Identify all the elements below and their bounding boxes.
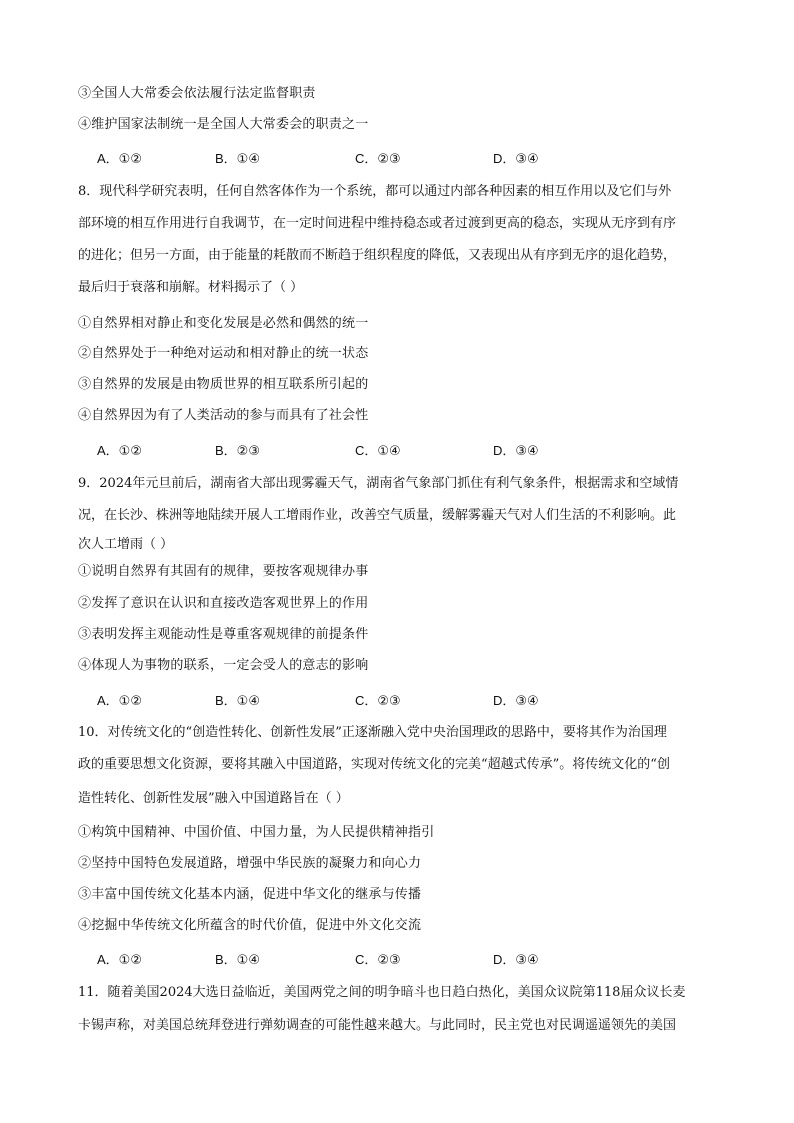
q8-option-b[interactable]: B．②③: [215, 443, 260, 458]
q8-option-c[interactable]: C．①④: [355, 443, 401, 458]
q10-options: [0, 949, 794, 965]
q8-item-1: ①自然界相对静止和变化发展是必然和偶然的统一: [78, 316, 369, 331]
q9-option-c[interactable]: C．②③: [355, 693, 401, 708]
q8-option-a[interactable]: A．①②: [97, 443, 142, 458]
q8-options: [0, 440, 794, 456]
q9-item-3: ③表明发挥主观能动性是尊重客观规律的前提条件: [78, 627, 369, 642]
q9-stem-line: 9．2024年元旦前后，湖南省大部出现雾霾天气，湖南省气象部门抓住有利气象条件，根据需求和空域情: [78, 476, 679, 491]
q11-stem-line: 卡锡声称，对美国总统拜登进行弹劾调查的可能性越来越大。与此同时，民主党也对民调遥遥领先的美国: [78, 1018, 677, 1033]
q10-option-c[interactable]: C．②③: [355, 952, 401, 967]
q9-item-1: ①说明自然界有其固有的规律，要按客观规律办事: [78, 564, 369, 579]
q7-options: [0, 148, 794, 164]
q7-option-b[interactable]: B．①④: [215, 151, 260, 166]
q7-option-a[interactable]: A．①②: [97, 151, 142, 166]
q10-stem-line: 政的重要思想文化资源，要将其融入中国道路，实现对传统文化的完美“超越式传承”。将传统文化的“创: [78, 757, 670, 772]
q9-item-2: ②发挥了意识在认识和直接改造客观世界上的作用: [78, 596, 369, 611]
q9-stem-line: 次人工增雨（ ）: [78, 537, 174, 552]
q8-stem-line: 8．现代科学研究表明，任何自然客体作为一个系统，都可以通过内部各种因素的相互作用以及它们与外: [78, 184, 672, 199]
q10-item-2: ②坚持中国特色发展道路，增强中华民族的凝聚力和向心力: [78, 856, 422, 871]
q8-item-4: ④自然界因为有了人类活动的参与而具有了社会性: [78, 408, 369, 423]
q9-stem-line: 况，在长沙、株洲等地陆续开展人工增雨作业，改善空气质量，缓解雾霾天气对人们生活的不利影响。此: [78, 508, 677, 523]
q7-option-c[interactable]: C．②③: [355, 151, 401, 166]
q8-stem-line: 部环境的相互作用进行自我调节，在一定时间进程中维持稳态或者过渡到更高的稳态，实现从无序到有序: [78, 216, 677, 231]
q10-stem-line: 10．对传统文化的“创造性转化、创新性发展”正逐渐融入党中央治国理政的思路中，要将其作为治国理: [78, 725, 667, 740]
q8-item-3: ③自然界的发展是由物质世界的相互联系所引起的: [78, 377, 369, 392]
q9-option-b[interactable]: B．①④: [215, 693, 260, 708]
q7-item-3: ③全国人大常委会依法履行法定监督职责: [78, 86, 316, 101]
q10-item-3: ③丰富中国传统文化基本内涵，促进中华文化的继承与传播: [78, 887, 422, 902]
q9-option-d[interactable]: D．③④: [493, 693, 539, 708]
q9-options: [0, 690, 794, 706]
q10-option-b[interactable]: B．①④: [215, 952, 260, 967]
q8-item-2: ②自然界处于一种绝对运动和相对静止的统一状态: [78, 346, 369, 361]
q10-item-1: ①构筑中国精神、中国价值、中国力量，为人民提供精神指引: [78, 825, 435, 840]
q8-option-d[interactable]: D．③④: [493, 443, 539, 458]
q10-option-d[interactable]: D．③④: [493, 952, 539, 967]
q10-item-4: ④挖掘中华传统文化所蕴含的时代价值，促进中外文化交流: [78, 918, 422, 933]
q10-option-a[interactable]: A．①②: [97, 952, 142, 967]
q7-option-d[interactable]: D．③④: [493, 151, 539, 166]
q9-item-4: ④体现人为事物的联系，一定会受人的意志的影响: [78, 658, 369, 673]
q10-stem-line: 造性转化、创新性发展”融入中国道路旨在（ ）: [78, 791, 349, 806]
q8-stem-line: 最后归于衰落和崩解。材料揭示了（ ）: [78, 280, 304, 295]
q7-item-4: ④维护国家法制统一是全国人大常委会的职责之一: [78, 117, 369, 132]
q8-stem-line: 的进化；但另一方面，由于能量的耗散而不断趋于组织程度的降低，又表现出从有序到无序的退化趋势，: [78, 248, 677, 263]
q9-option-a[interactable]: A．①②: [97, 693, 142, 708]
q11-stem-line: 11．随着美国2024大选日益临近，美国两党之间的明争暗斗也日趋白热化，美国众议院第118届众议长麦: [78, 985, 686, 1000]
